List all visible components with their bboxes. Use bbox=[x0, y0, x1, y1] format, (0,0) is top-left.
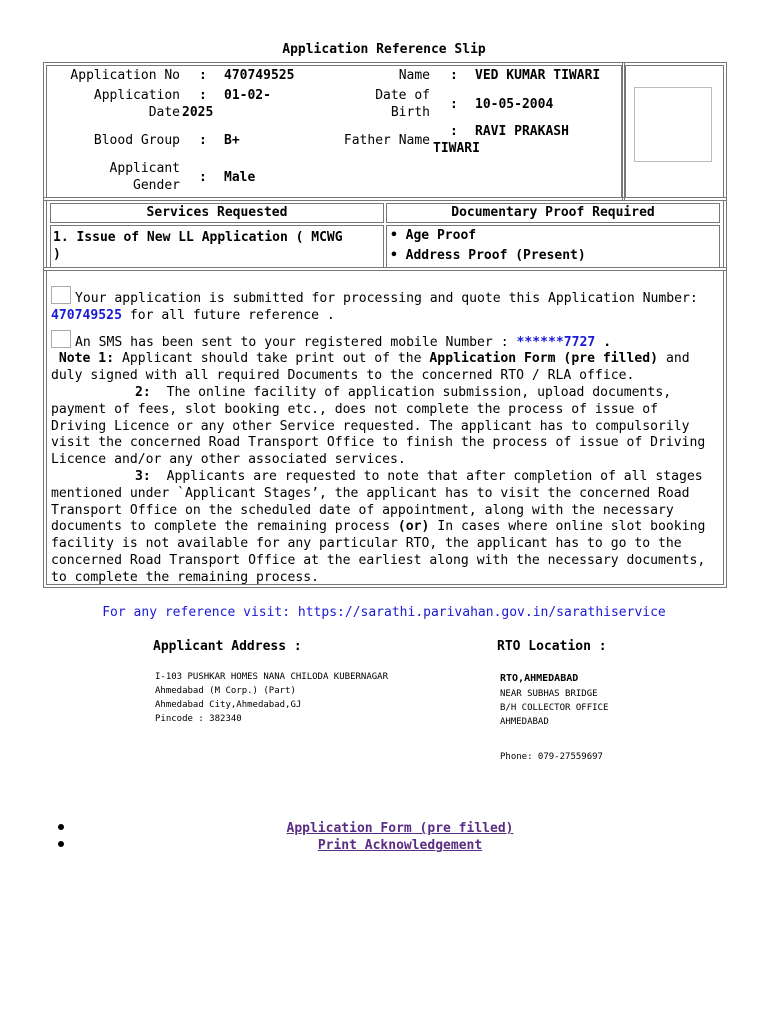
application-date-value-2: 2025 bbox=[182, 105, 214, 120]
rto-line: NEAR SUBHAS BRIDGE bbox=[500, 689, 598, 699]
note-1-text-a: Applicant should take print out of the bbox=[121, 351, 422, 367]
proof-header: Documentary Proof Required bbox=[451, 205, 655, 220]
note-3-label: 3: bbox=[135, 468, 151, 484]
application-form-link[interactable]: Application Form (pre filled) bbox=[286, 821, 514, 836]
sms-tail: . bbox=[603, 334, 612, 350]
gender-value: Male bbox=[224, 170, 256, 185]
address-line: I-103 PUSHKAR HOMES NANA CHILODA KUBERNAGAR bbox=[155, 672, 388, 682]
rto-phone: Phone: 079-27559697 bbox=[500, 752, 603, 762]
rto-location-heading: RTO Location : bbox=[497, 639, 607, 654]
submitted-tail: for all future reference . bbox=[129, 307, 335, 323]
colon: : bbox=[199, 88, 207, 103]
mobile-number: ******7727 bbox=[516, 334, 596, 350]
proof-item-label: Address Proof (Present) bbox=[405, 248, 586, 263]
colon: : bbox=[450, 68, 458, 83]
sms-message bbox=[51, 330, 719, 352]
sms-text: An SMS has been sent to your registered mobile Number : bbox=[75, 334, 509, 350]
colon: : bbox=[450, 97, 458, 112]
note-2 bbox=[51, 385, 719, 469]
note-1 bbox=[51, 351, 719, 385]
services-header: Services Requested bbox=[146, 205, 288, 220]
notes-content bbox=[51, 286, 719, 587]
service-item-line-1: 1. Issue of New LL Application ( MCWG bbox=[53, 230, 343, 245]
colon: : bbox=[199, 170, 207, 185]
rto-line: B/H COLLECTOR OFFICE bbox=[500, 703, 609, 713]
address-line: Ahmedabad (M Corp.) (Part) bbox=[155, 686, 296, 696]
address-line: Ahmedabad City,Ahmedabad,GJ bbox=[155, 700, 302, 710]
dob-label-2: Birth bbox=[390, 105, 430, 120]
colon: : bbox=[199, 133, 207, 148]
application-date-label-1: Application bbox=[93, 88, 180, 103]
note-3-text-a: Applicants are requested to note that after completion of all stages mentioned under `Applicant Stages’, the applicant has to visit the concerned Road Transport Office on the scheduled date of appointment, along with the necessary documents to complete the remaining process bbox=[51, 468, 703, 535]
service-item-line-2: ) bbox=[53, 247, 61, 262]
note-1-label: Note 1: bbox=[58, 351, 115, 367]
name-value: VED KUMAR TIWARI bbox=[475, 68, 601, 83]
application-date-value-1: 01-02- bbox=[224, 88, 271, 103]
note-1-bold: Application Form (pre filled) bbox=[429, 351, 659, 367]
rto-line: AHMEDABAD bbox=[500, 717, 549, 727]
blood-group-label: Blood Group bbox=[93, 133, 180, 148]
submitted-text: Your application is submitted for processing and quote this Application Number: bbox=[75, 291, 698, 306]
dob-label-1: Date of bbox=[375, 88, 430, 103]
note-1-text-b: and duly signed with all required Documents to the concerned RTO / RLA office. bbox=[51, 351, 690, 384]
link-row bbox=[0, 834, 768, 853]
colon: : bbox=[450, 124, 458, 139]
father-name-value-2: TIWARI bbox=[433, 141, 480, 156]
gender-label-1: Applicant bbox=[109, 161, 180, 176]
rto-name: RTO,AHMEDABAD bbox=[500, 673, 579, 684]
note-2-label: 2: bbox=[135, 384, 151, 400]
note-3-text-b: In cases where online slot booking facility is not available for any particular RTO, the applicant has to go to the concerned Road Transport Office at the earliest along with the necessary documents, to complete the remaining process. bbox=[51, 519, 706, 585]
photo-placeholder bbox=[634, 87, 712, 162]
checkbox-icon bbox=[51, 286, 71, 304]
applicant-address-heading: Applicant Address : bbox=[153, 639, 302, 654]
name-label: Name bbox=[398, 68, 430, 83]
gender-label-2: Gender bbox=[133, 178, 180, 193]
application-no-label: Application No bbox=[70, 68, 180, 83]
address-line: Pincode : 382340 bbox=[155, 714, 242, 724]
note-3 bbox=[51, 469, 719, 587]
proof-item: • Age Proof bbox=[390, 228, 477, 243]
checkbox-icon bbox=[51, 330, 71, 348]
proof-item: • Address Proof (Present) bbox=[390, 248, 586, 263]
note-2-text: The online facility of application submission, upload documents, payment of fees, slot booking etc., does not complete the process of issue of Driving Licence or any other Service requested. The applicant has to compulsorily visit the concerned Road Transport Office to finish the process of issue of Driving Licence and/or any other associated services. bbox=[51, 384, 706, 468]
dob-value: 10-05-2004 bbox=[475, 97, 554, 112]
print-acknowledgement-link[interactable]: Print Acknowledgement bbox=[317, 838, 483, 853]
application-number-highlight: 470749525 bbox=[51, 307, 122, 323]
application-date-label-2: Date bbox=[148, 105, 180, 120]
reference-link-text: For any reference visit: https://sarathi.parivahan.gov.in/sarathiservice bbox=[102, 605, 666, 620]
page-title: Application Reference Slip bbox=[282, 42, 486, 57]
application-no-value: 470749525 bbox=[224, 68, 295, 83]
father-name-label: Father Name bbox=[343, 133, 430, 148]
father-name-value-1: RAVI PRAKASH bbox=[475, 124, 569, 139]
submitted-message bbox=[51, 286, 719, 325]
colon: : bbox=[199, 68, 207, 83]
proof-item-label: Age Proof bbox=[405, 228, 477, 243]
note-3-or: (or) bbox=[397, 519, 430, 535]
blood-group-value: B+ bbox=[224, 133, 240, 148]
